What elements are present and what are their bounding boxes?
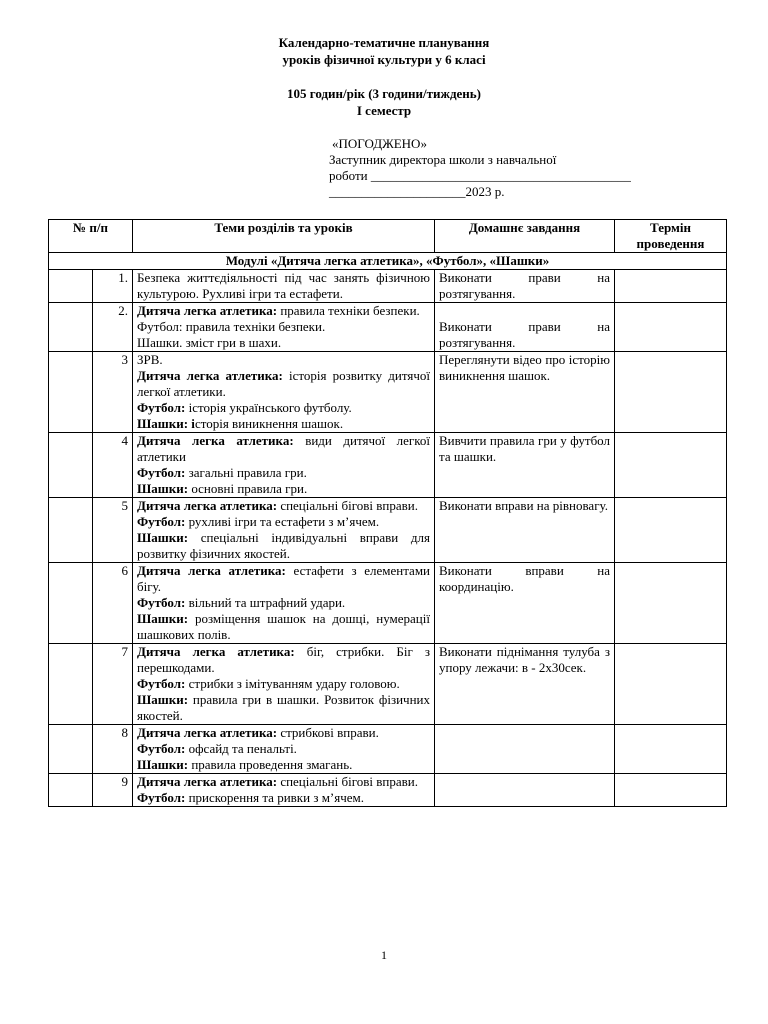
topic-text: ЗРВ.	[137, 352, 163, 367]
row-homework: Переглянути відео про історію виникнення шашок.	[435, 352, 615, 433]
row-homework: Виконати піднімання тулуба з упору лежачи: в - 2х30сек.	[435, 644, 615, 725]
topic-line	[137, 725, 430, 741]
topic-section-label: Шашки:	[137, 692, 189, 707]
row-topic	[133, 774, 435, 807]
row-date	[615, 433, 727, 498]
topic-line	[137, 757, 430, 773]
topic-text: розміщення шашок на дошці, нумерації шашкових полів.	[137, 611, 430, 642]
approval-line-2: роботи ________________________________________	[329, 168, 631, 183]
table-row	[49, 270, 727, 303]
row-topic	[133, 644, 435, 725]
topic-line	[137, 303, 430, 319]
hours-line: 105 годин/рік (3 години/тиждень)	[287, 86, 481, 101]
table-row	[49, 433, 727, 498]
topic-text: біг, стрибки. Біг з перешкодами.	[137, 644, 431, 675]
col-header-number: № п/п	[49, 220, 133, 253]
row-topic	[133, 352, 435, 433]
row-topic	[133, 303, 435, 352]
topic-text: Шашки. зміст гри в шахи.	[137, 335, 282, 350]
row-spacer-cell	[49, 433, 93, 498]
topic-text: історія українського футболу.	[185, 400, 352, 415]
topic-line	[137, 530, 430, 562]
row-topic	[133, 433, 435, 498]
topic-line	[137, 676, 430, 692]
topic-line	[137, 368, 430, 400]
table-row	[49, 774, 727, 807]
row-number: 5	[93, 498, 133, 563]
table-body	[49, 253, 727, 807]
approval-line-1: Заступник директора школи з навчальної	[329, 152, 557, 167]
topic-text: загальні правила гри.	[185, 465, 307, 480]
topic-section-label: Дитяча легка атлетика:	[137, 725, 278, 740]
row-number: 9	[93, 774, 133, 807]
topic-line	[137, 644, 430, 676]
document-subtitle	[0, 85, 768, 119]
topic-line	[137, 611, 430, 643]
table-row	[49, 563, 727, 644]
topic-line	[137, 692, 430, 724]
topic-text: історія розвитку дитячої легкої атлетики.	[137, 368, 430, 399]
topic-text: рухливі ігри та естафети з м’ячем.	[185, 514, 380, 529]
topic-section-label: Дитяча легка атлетика:	[137, 303, 278, 318]
row-number: 4	[93, 433, 133, 498]
plan-table	[48, 219, 727, 807]
row-number: 7	[93, 644, 133, 725]
table-row	[49, 498, 727, 563]
topic-section-label: Футбол:	[137, 514, 186, 529]
semester-line: І семестр	[356, 103, 412, 118]
topic-section-label: Дитяча легка атлетика:	[137, 563, 286, 578]
row-date	[615, 725, 727, 774]
topic-text: стрибкові вправи.	[277, 725, 379, 740]
row-spacer-cell	[49, 352, 93, 433]
topic-text: сторія виникнення шашок.	[194, 416, 344, 431]
topic-section-label: Дитяча легка атлетика:	[137, 644, 295, 659]
topic-text: Безпека життєдіяльності під час занять фізичною культурою. Рухливі ігри та естафети.	[137, 270, 430, 301]
topic-section-label: Футбол:	[137, 790, 186, 805]
row-number: 6	[93, 563, 133, 644]
col-header-date: Термін проведення	[615, 220, 727, 253]
row-homework: Виконати прави на розтягування.	[435, 270, 615, 303]
topic-section-label: Шашки:	[137, 757, 189, 772]
row-topic	[133, 563, 435, 644]
row-number: 2.	[93, 303, 133, 352]
title-line-2: уроків фізичної культури у 6 класі	[282, 52, 486, 67]
row-spacer-cell	[49, 270, 93, 303]
module-row	[49, 253, 727, 270]
topic-text: вільний та штрафний удари.	[185, 595, 346, 610]
row-date	[615, 774, 727, 807]
topic-line	[137, 563, 430, 595]
topic-line	[137, 400, 430, 416]
topic-text: офсайд та пенальті.	[185, 741, 297, 756]
row-number: 8	[93, 725, 133, 774]
col-header-homework: Домашнє завдання	[435, 220, 615, 253]
topic-text: спеціальні індивідуальні вправи для розвитку фізичних якостей.	[137, 530, 430, 561]
module-title: Модулі «Дитяча легка атлетика», «Футбол», «Шашки»	[49, 253, 727, 270]
topic-line	[137, 498, 430, 514]
topic-section-label: Футбол:	[137, 595, 186, 610]
topic-text: стрибки з імітуванням удару головою.	[185, 676, 400, 691]
row-homework: Виконати вправи на координацію.	[435, 563, 615, 644]
row-date	[615, 303, 727, 352]
row-date	[615, 270, 727, 303]
topic-line	[137, 335, 430, 351]
topic-text: види дитячої легкої атлетики	[137, 433, 431, 464]
topic-section-label: Шашки: і	[137, 416, 195, 431]
row-spacer-cell	[49, 774, 93, 807]
topic-section-label: Дитяча легка атлетика:	[137, 498, 278, 513]
row-topic	[133, 498, 435, 563]
row-date	[615, 563, 727, 644]
topic-line	[137, 465, 430, 481]
row-spacer-cell	[49, 303, 93, 352]
table-row	[49, 644, 727, 725]
topic-line	[137, 433, 430, 465]
row-spacer-cell	[49, 563, 93, 644]
topic-line	[137, 774, 430, 790]
topic-section-label: Футбол:	[137, 465, 186, 480]
topic-text: основні правила гри.	[188, 481, 308, 496]
table-row	[49, 725, 727, 774]
document-title	[0, 34, 768, 68]
topic-line	[137, 790, 430, 806]
row-date	[615, 352, 727, 433]
topic-section-label: Шашки:	[137, 481, 189, 496]
topic-text: спеціальні бігові вправи.	[277, 774, 418, 789]
topic-section-label: Футбол:	[137, 400, 186, 415]
title-line-1: Календарно-тематичне планування	[278, 35, 490, 50]
approval-stamp: «ПОГОДЖЕНО»	[332, 136, 427, 151]
table-row	[49, 303, 727, 352]
topic-line	[137, 416, 430, 432]
col-header-topics: Теми розділів та уроків	[133, 220, 435, 253]
topic-section-label: Футбол:	[137, 741, 186, 756]
topic-line	[137, 352, 430, 368]
topic-text: прискорення та ривки з м’ячем.	[185, 790, 365, 805]
topic-line	[137, 319, 430, 335]
topic-text: правила гри в шашки. Розвиток фізичних якостей.	[137, 692, 430, 723]
row-homework: Виконати прави на розтягування.	[435, 303, 615, 352]
topic-line	[137, 595, 430, 611]
approval-line-3: _____________________2023 р.	[329, 184, 505, 199]
topic-section-label: Шашки:	[137, 611, 189, 626]
topic-text: спеціальні бігові вправи.	[277, 498, 418, 513]
row-spacer-cell	[49, 644, 93, 725]
topic-section-label: Дитяча легка атлетика:	[137, 433, 294, 448]
row-date	[615, 498, 727, 563]
row-homework: Вивчити правила гри у футбол та шашки.	[435, 433, 615, 498]
topic-text: естафети з елементами бігу.	[137, 563, 431, 594]
topic-text: Футбол: правила техніки безпеки.	[137, 319, 326, 334]
row-date	[615, 644, 727, 725]
topic-section-label: Дитяча легка атлетика:	[137, 368, 283, 383]
row-homework	[435, 725, 615, 774]
topic-line	[137, 514, 430, 530]
topic-line	[137, 270, 430, 302]
topic-line	[137, 741, 430, 757]
table-row	[49, 352, 727, 433]
row-spacer-cell	[49, 498, 93, 563]
row-homework: Виконати вправи на рівновагу.	[435, 498, 615, 563]
topic-section-label: Футбол:	[137, 676, 186, 691]
table-header-row	[49, 220, 727, 253]
page-number: 1	[381, 948, 387, 962]
topic-text: правила техніки безпеки.	[277, 303, 420, 318]
row-homework	[435, 774, 615, 807]
row-number: 3	[93, 352, 133, 433]
topic-section-label: Дитяча легка атлетика:	[137, 774, 278, 789]
topic-text: правила проведення змагань.	[188, 757, 353, 772]
row-topic	[133, 270, 435, 303]
topic-section-label: Шашки:	[137, 530, 189, 545]
topic-line	[137, 481, 430, 497]
row-spacer-cell	[49, 725, 93, 774]
row-number: 1.	[93, 270, 133, 303]
row-topic	[133, 725, 435, 774]
approval-block	[329, 136, 749, 200]
